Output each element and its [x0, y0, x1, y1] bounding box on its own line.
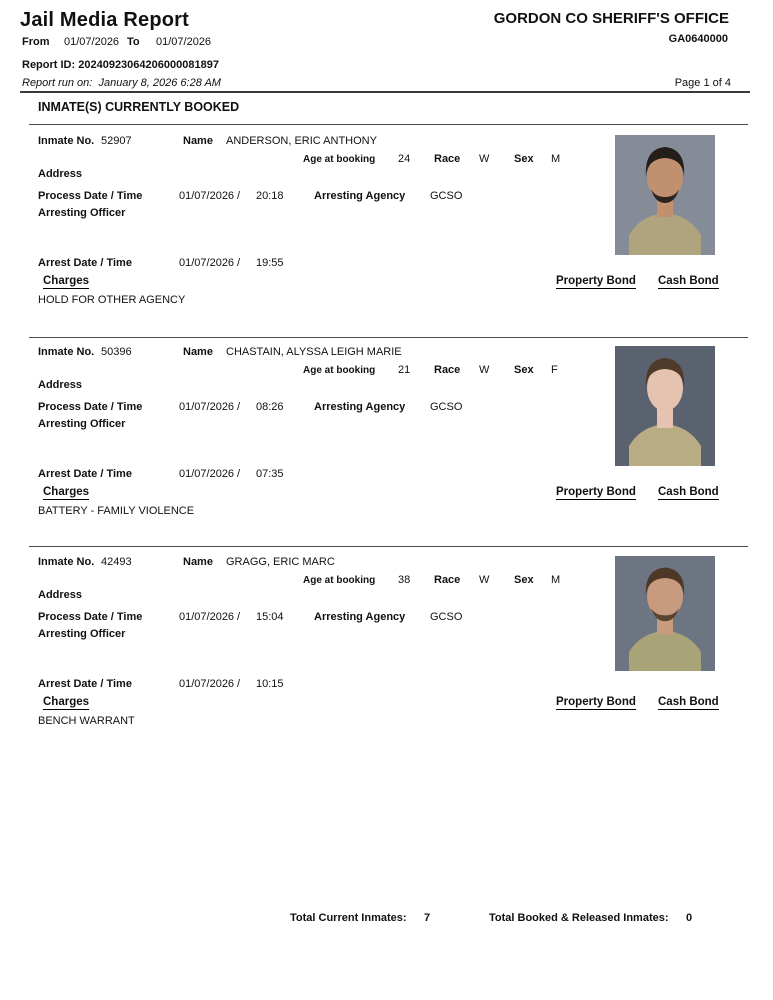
process-time-value: 15:04: [256, 611, 284, 623]
process-date-value: 01/07/2026: [179, 190, 235, 202]
record-divider: [29, 337, 748, 338]
arrest-date-time-label: Arrest Date / Time: [38, 468, 132, 480]
inmate-record: [0, 556, 773, 756]
arresting-officer-label: Arresting Officer: [38, 207, 126, 219]
to-label: To: [127, 36, 140, 48]
inmate-no-label: Inmate No.: [38, 135, 95, 147]
address-label: Address: [38, 589, 83, 601]
cash-bond-header: Cash Bond: [658, 486, 719, 498]
charge-item: HOLD FOR OTHER AGENCY: [38, 294, 186, 306]
header-divider: [20, 91, 750, 93]
name-label: Name: [183, 556, 213, 568]
arresting-agency-value: GCSO: [430, 611, 463, 623]
age-value: 21: [398, 364, 411, 376]
arrest-slash: /: [237, 257, 241, 269]
arrest-slash: /: [237, 468, 241, 480]
name-value: CHASTAIN, ALYSSA LEIGH MARIE: [226, 346, 402, 358]
arrest-date-time-label: Arrest Date / Time: [38, 678, 132, 690]
cash-bond-header: Cash Bond: [658, 696, 719, 708]
race-label: Race: [434, 574, 461, 586]
age-at-booking-label: Age at booking: [303, 365, 376, 376]
sex-label: Sex: [514, 153, 534, 165]
report-run-label: Report run on:: [22, 77, 93, 89]
process-date-time-label: Process Date / Time: [38, 190, 143, 202]
total-current-inmates-label: Total Current Inmates:: [290, 912, 407, 924]
process-slash: /: [237, 190, 241, 202]
name-value: GRAGG, ERIC MARC: [226, 556, 335, 568]
age-at-booking-label: Age at booking: [303, 575, 376, 586]
arrest-time-value: 10:15: [256, 678, 284, 690]
page-indicator: Page 1 of 4: [674, 77, 731, 89]
inmate-no-value: 42493: [101, 556, 132, 568]
inmate-mugshot: [615, 135, 715, 255]
charges-header: Charges: [43, 275, 90, 287]
process-date-time-label: Process Date / Time: [38, 401, 143, 413]
record-divider: [29, 546, 748, 547]
charges-header: Charges: [43, 486, 90, 498]
sex-label: Sex: [514, 574, 534, 586]
to-date-value: 01/07/2026: [156, 36, 212, 48]
inmate-no-value: 50396: [101, 346, 132, 358]
process-time-value: 20:18: [256, 190, 284, 202]
inmate-record: [0, 346, 773, 546]
office-name: GORDON CO SHERIFF'S OFFICE: [493, 10, 729, 27]
report-title: Jail Media Report: [20, 9, 189, 31]
inmate-no-label: Inmate No.: [38, 556, 95, 568]
arresting-officer-label: Arresting Officer: [38, 418, 126, 430]
from-date-value: 01/07/2026: [64, 36, 120, 48]
property-bond-header: Property Bond: [556, 275, 636, 287]
name-label: Name: [183, 346, 213, 358]
arrest-time-value: 19:55: [256, 257, 284, 269]
property-bond-header: Property Bond: [556, 696, 636, 708]
report-id-label: Report ID:: [22, 59, 76, 71]
from-label: From: [22, 36, 50, 48]
sex-value: F: [551, 364, 558, 376]
age-at-booking-label: Age at booking: [303, 154, 376, 165]
race-label: Race: [434, 153, 461, 165]
race-label: Race: [434, 364, 461, 376]
arrest-time-value: 07:35: [256, 468, 284, 480]
inmate-no-label: Inmate No.: [38, 346, 95, 358]
inmate-record: [0, 135, 773, 335]
arrest-slash: /: [237, 678, 241, 690]
arresting-agency-label: Arresting Agency: [314, 611, 406, 623]
inmate-no-value: 52907: [101, 135, 132, 147]
race-value: W: [479, 574, 490, 586]
total-booked-released-label: Total Booked & Released Inmates:: [489, 912, 669, 924]
report-run-value: January 8, 2026 6:28 AM: [98, 77, 221, 89]
age-value: 38: [398, 574, 411, 586]
arresting-agency-label: Arresting Agency: [314, 401, 406, 413]
arrest-date-value: 01/07/2026: [179, 678, 235, 690]
race-value: W: [479, 364, 490, 376]
charge-item: BATTERY - FAMILY VIOLENCE: [38, 505, 195, 517]
charge-item: BENCH WARRANT: [38, 715, 135, 727]
process-date-value: 01/07/2026: [179, 611, 235, 623]
sex-label: Sex: [514, 364, 534, 376]
inmate-mugshot: [615, 556, 715, 671]
total-current-inmates-value: 7: [424, 912, 431, 924]
sex-value: M: [551, 153, 561, 165]
report-id-value: 20240923064206000081897: [78, 59, 219, 71]
name-value: ANDERSON, ERIC ANTHONY: [226, 135, 377, 147]
arresting-officer-label: Arresting Officer: [38, 628, 126, 640]
process-slash: /: [237, 401, 241, 413]
inmate-mugshot: [615, 346, 715, 466]
race-value: W: [479, 153, 490, 165]
process-date-value: 01/07/2026: [179, 401, 235, 413]
charges-header: Charges: [43, 696, 90, 708]
arrest-date-time-label: Arrest Date / Time: [38, 257, 132, 269]
address-label: Address: [38, 168, 83, 180]
age-value: 24: [398, 153, 411, 165]
process-slash: /: [237, 611, 241, 623]
process-date-time-label: Process Date / Time: [38, 611, 143, 623]
arrest-date-value: 01/07/2026: [179, 468, 235, 480]
section-title: INMATE(S) CURRENTLY BOOKED: [38, 100, 240, 114]
arrest-date-value: 01/07/2026: [179, 257, 235, 269]
property-bond-header: Property Bond: [556, 486, 636, 498]
cash-bond-header: Cash Bond: [658, 275, 719, 287]
agency-code: GA0640000: [668, 33, 728, 45]
arresting-agency-value: GCSO: [430, 401, 463, 413]
arresting-agency-value: GCSO: [430, 190, 463, 202]
report-run-line: [22, 77, 221, 89]
sex-value: M: [551, 574, 561, 586]
total-booked-released-value: 0: [686, 912, 693, 924]
arresting-agency-label: Arresting Agency: [314, 190, 406, 202]
report-id-line: [22, 59, 219, 71]
address-label: Address: [38, 379, 83, 391]
section-divider: [29, 124, 748, 125]
process-time-value: 08:26: [256, 401, 284, 413]
name-label: Name: [183, 135, 213, 147]
